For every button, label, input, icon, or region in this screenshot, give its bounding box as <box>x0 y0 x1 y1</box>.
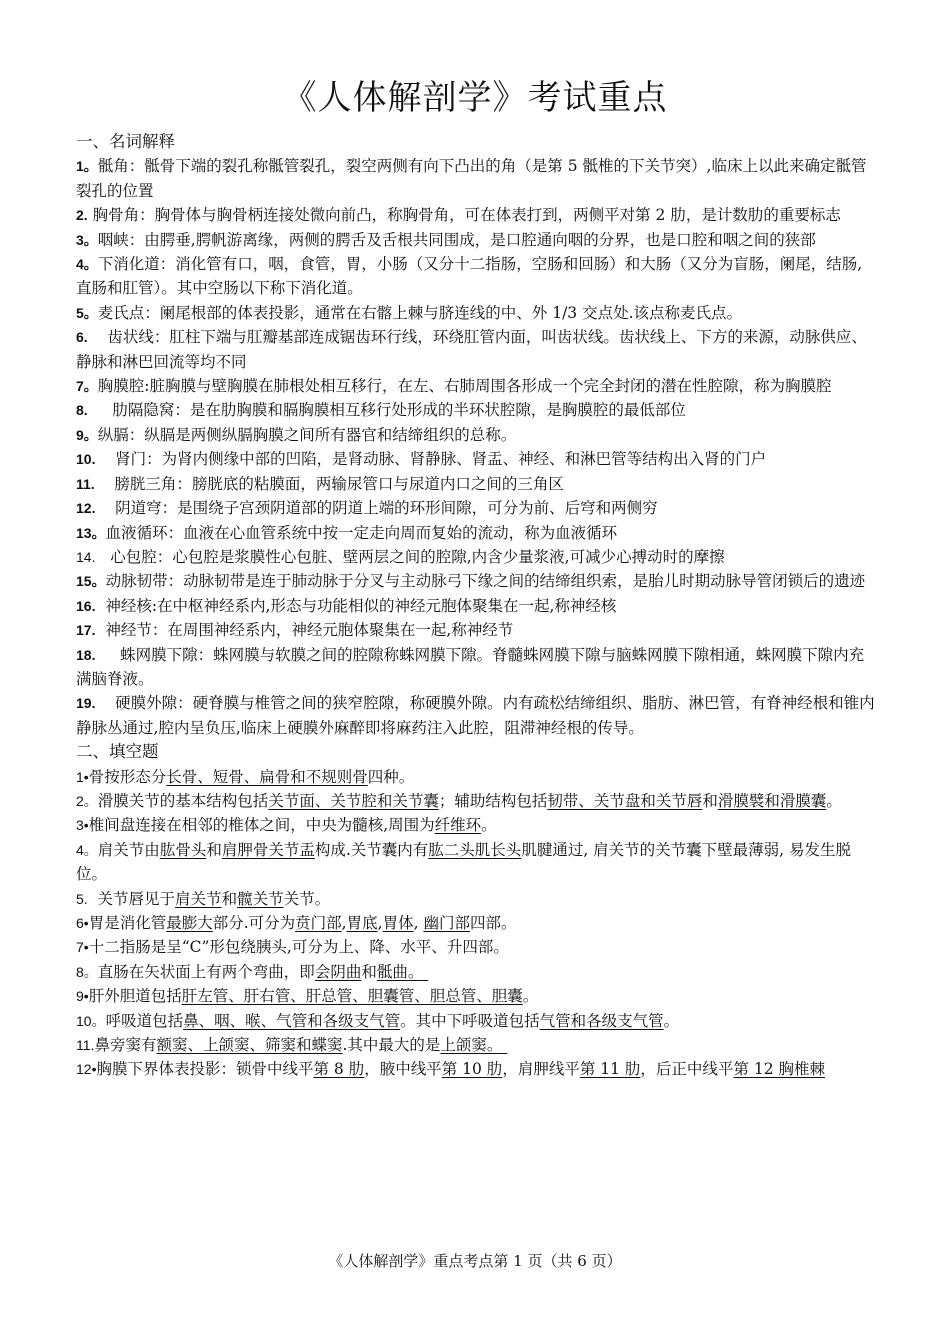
item-number: 10。 <box>76 1012 106 1029</box>
item-number: 3• <box>76 817 89 834</box>
definition-text: 下消化道：消化管有口，咽，食管，胃，小肠（又分十二指肠，空肠和回肠）和大肠（又分为盲肠，阑尾，结肠,直肠和肛管）。其中空肠以下称下消化道。 <box>76 255 863 298</box>
answer-blank: 髋关节 <box>237 889 284 908</box>
definitions-list <box>76 154 876 740</box>
item-number: 18. <box>76 646 96 663</box>
definition-text: 麦氏点：阑尾根部的体表投影，通常在右髂上棘与脐连线的中、外 1/3 交点处.该点称麦氏点。 <box>97 303 743 322</box>
answer-blank: 额窦、上颌窦、筛窦和蝶窦 <box>156 1036 343 1055</box>
item-number: 4。 <box>76 256 98 273</box>
item-number: 1。 <box>76 158 98 175</box>
question-text: 。 <box>663 1011 680 1030</box>
definition-item <box>76 301 876 325</box>
fill-in-item <box>76 911 876 935</box>
definition-text: 心包腔：心包腔是浆膜性心包脏、壁两层之间的腔隙,内含少量浆液,可减少心搏动时的摩擦 <box>95 547 725 566</box>
definition-text: 血液循环：血液在心血管系统中按一定走向周而复始的流动，称为血液循环 <box>105 523 618 542</box>
question-text: 胃是消化管 <box>88 914 167 932</box>
answer-blank: 最膨大 <box>166 914 213 932</box>
question-text: 呼吸道包括 <box>105 1011 184 1030</box>
definition-text: 胸骨角：胸骨体与胸骨柄连接处微向前凸，称胸骨角，可在体表打到，两侧平对第 2 肋，是计数肋的重要标志 <box>87 206 841 225</box>
item-number: 5. <box>76 890 88 907</box>
question-text: , <box>413 914 424 932</box>
item-number: 6• <box>76 915 89 931</box>
question-text: 肌腱通过, 肩关节的关节囊下壁最薄弱, 易发生脱位。 <box>76 840 852 884</box>
question-text: 十二指肠是呈“C”形包绕胰头,可分为上、降、水平、升四部。 <box>88 938 509 957</box>
definition-item <box>76 325 876 374</box>
answer-blank: 长骨、短骨、扁骨和不规则骨 <box>166 767 368 786</box>
fill-in-item <box>76 1057 876 1081</box>
answer-blank: 第 10 肋 <box>441 1060 503 1079</box>
fill-in-item <box>76 813 876 837</box>
document-title: 《人体解剖学》考试重点 <box>282 78 668 118</box>
section-heading-definitions: 一、名词解释 <box>76 132 175 151</box>
question-text: ；辅助结构包括 <box>438 791 548 810</box>
definition-item <box>76 569 876 593</box>
fill-in-item <box>76 1033 876 1057</box>
answer-blank: 第 8 肋 <box>313 1060 365 1079</box>
item-number: 9。 <box>76 426 98 443</box>
definition-text: 蛛网膜下隙：蛛网膜与软膜之间的腔隙称蛛网膜下隙。脊髓蛛网膜下隙与脑蛛网膜下隙相通，蛛网膜下隙内充满脑脊液。 <box>76 645 865 688</box>
question-text: 肩关节由 <box>97 840 160 859</box>
answer-blank: 骶曲。 <box>376 962 429 981</box>
definition-item <box>76 374 876 398</box>
definition-item <box>76 203 876 227</box>
question-text: 和 <box>221 889 238 908</box>
answer-blank: 会阴曲 <box>314 962 362 981</box>
question-text: .其中最大的是 <box>342 1036 441 1055</box>
answer-blank: 气管和各级支气管 <box>539 1011 664 1030</box>
question-text: 肝外胆道包括 <box>88 987 182 1006</box>
definition-text: 阴道穹：是围绕子宫颈阴道部的阴道上端的环形间隙，可分为前、后穹和两侧穷 <box>95 499 658 518</box>
item-number: 12• <box>76 1061 97 1078</box>
question-text: 胸膜下界体表投影：锁骨中线平 <box>96 1060 314 1079</box>
answer-blank: 胃底 <box>346 914 378 932</box>
definition-text: 肋隔隐窝：是在肋胸膜和膈胸膜相互移行处形成的半环状腔隙，是胸膜腔的最低部位 <box>87 401 686 420</box>
definition-text: 胸膜腔:脏胸膜与壁胸膜在肺根处相互移行，在左、右肺周围各形成一个完全封闭的潜在性腔隙，称为胸膜腔 <box>97 377 832 396</box>
definition-text: 膀胱三角：膀胱底的粘膜面，两输尿管口与尿道内口之间的三角区 <box>94 474 564 493</box>
answer-blank: 肝左管、肝右管、肝总管、胆囊管、胆总管、胆囊 <box>181 987 523 1006</box>
document-body <box>76 130 876 1082</box>
fill-in-item <box>76 838 876 887</box>
item-number: 8。 <box>76 963 98 980</box>
definition-text: 神经核:在中枢神经系内,形态与功能相似的神经元胞体聚集在一起,称神经核 <box>95 596 617 615</box>
definition-text: 咽峡：由腭垂,腭帆游离缘，两侧的腭舌及舌根共同围成，是口腔通向咽的分界，也是口腔和咽之间的狭部 <box>97 230 816 249</box>
answer-blank: 滑膜襞和滑膜囊 <box>717 791 827 810</box>
question-text: , <box>341 914 347 932</box>
item-number: 5。 <box>76 304 98 321</box>
definition-item <box>76 252 876 301</box>
definition-text: 纵膈：纵膈是两侧纵膈胸膜之间所有器官和结缔组织的总称。 <box>97 425 517 444</box>
item-number: 11. <box>76 475 95 492</box>
question-text: 。其中下呼吸道包括 <box>400 1011 540 1030</box>
question-text: 部分.可分为 <box>212 914 296 932</box>
question-text: 四部。 <box>469 914 517 932</box>
item-number: 3。 <box>76 231 98 248</box>
fill-in-item <box>76 789 876 813</box>
answer-blank: 幽门部 <box>423 914 470 932</box>
question-text: 。 <box>481 816 497 835</box>
answer-blank: 第 11 肋 <box>579 1060 641 1079</box>
answer-blank: 鼻、咽、喉、气管和各级支气管 <box>183 1011 401 1030</box>
answer-blank: 纤维环 <box>434 816 482 835</box>
question-text: , <box>377 914 383 932</box>
answer-blank: 肩关节 <box>175 889 222 908</box>
item-number: 2。 <box>76 792 98 809</box>
answer-blank: 胃体 <box>382 914 414 932</box>
answer-blank: 肱二头肌长头 <box>428 840 522 859</box>
item-number: 12. <box>76 500 96 517</box>
definition-item <box>76 618 876 642</box>
question-text: 。 <box>826 791 842 810</box>
item-number: 14. <box>76 548 96 565</box>
item-number: 1• <box>76 768 89 785</box>
item-number: 10. <box>76 451 96 468</box>
question-text: ，腋中线平 <box>364 1060 442 1079</box>
item-number: 7。 <box>76 378 98 395</box>
question-text: 鼻旁窦有 <box>94 1036 157 1055</box>
definition-text: 硬膜外隙：硬脊膜与椎管之间的狭窄腔隙，称硬膜外隙。内有疏松结缔组织、脂肪、淋巴管，有脊神经根和锥内静脉丛通过,腔内呈负压,临床上硬膜外麻醉即将麻药注入此腔，阻滞神经根的传导。 <box>76 694 875 737</box>
fill-in-item <box>76 1009 876 1033</box>
definition-item <box>76 398 876 422</box>
definition-item <box>76 472 876 496</box>
definition-item <box>76 154 876 203</box>
definition-item <box>76 228 876 252</box>
item-number: 8. <box>76 402 88 419</box>
definition-item <box>76 496 876 520</box>
question-text: 四种。 <box>367 767 415 786</box>
item-number: 19. <box>76 695 96 712</box>
fill-in-item <box>76 935 876 959</box>
definition-text: 神经节：在周围神经系内，神经元胞体聚集在一起,称神经节 <box>95 621 514 640</box>
question-text: ，肩胛线平 <box>502 1060 580 1079</box>
question-text: 关节唇见于 <box>87 889 176 908</box>
definition-text: 齿状线：肛柱下端与肛瓣基部连成锯齿环行线，环绕肛管内面，叫齿状线。齿状线上、下方的来源，动脉供应、静脉和淋巴回流等均不同 <box>76 328 867 371</box>
fill-in-item <box>76 960 876 984</box>
item-number: 17. <box>76 622 96 639</box>
definition-text: 肾门：为肾内侧缘中部的凹陷，是肾动脉、肾静脉、肾盂、神经、和淋巴管等结构出入肾的门户 <box>95 450 767 469</box>
answer-blank: 肱骨头 <box>159 840 207 859</box>
page-footer: 《人体解剖学》重点考点第 1 页（共 6 页） <box>328 1252 622 1270</box>
definition-text: 骶角：骶骨下端的裂孔称骶管裂孔，裂空两侧有向下凸出的角（是第 5 骶椎的下关节突）,临床上以此来确定骶管裂孔的位置 <box>76 157 867 200</box>
fill-in-list <box>76 765 876 1082</box>
fill-in-item <box>76 765 876 789</box>
section-heading-fill-in: 二、填空题 <box>76 742 159 762</box>
question-text: 关节。 <box>283 889 331 908</box>
answer-blank: 关节面、关节腔和关节囊 <box>268 791 439 810</box>
question-text: ，后正中线平 <box>640 1060 734 1079</box>
definition-item <box>76 643 876 692</box>
item-number: 13。 <box>76 524 106 541</box>
answer-blank: 韧带、关节盘和关节唇 <box>547 791 703 810</box>
question-text: 。 <box>522 987 539 1006</box>
answer-blank: 肩胛骨关节盂 <box>221 840 315 859</box>
fill-in-item <box>76 887 876 911</box>
question-text: 构成.关节囊内有 <box>314 840 429 859</box>
question-text: 和 <box>206 840 222 859</box>
item-number: 2. <box>76 207 88 224</box>
definition-item <box>76 447 876 471</box>
question-text: 直肠在矢状面上有两个弯曲，即 <box>97 962 315 981</box>
item-number: 6. <box>76 329 88 346</box>
answer-blank: 第 12 胸椎棘 <box>733 1060 825 1079</box>
item-number: 9• <box>76 988 89 1005</box>
item-number: 11. <box>76 1037 95 1054</box>
answer-blank: 贲门部 <box>295 914 342 932</box>
question-text: 骨按形态分 <box>88 767 167 786</box>
definition-item <box>76 594 876 618</box>
definition-item <box>76 545 876 569</box>
item-number: 7• <box>76 939 89 956</box>
item-number: 4。 <box>76 841 98 858</box>
question-text: 和 <box>702 791 718 810</box>
question-text: 和 <box>361 962 377 981</box>
item-number: 16. <box>76 597 96 614</box>
definition-item <box>76 691 876 740</box>
question-text: 椎间盘连接在相邻的椎体之间，中央为髓核,周围为 <box>88 816 435 835</box>
fill-in-item <box>76 984 876 1008</box>
item-number: 15。 <box>76 573 106 590</box>
question-text: 滑膜关节的基本结构包括 <box>97 791 269 810</box>
definition-text: 动脉韧带：动脉韧带是连于肺动脉于分叉与主动脉弓下缘之间的结缔组织索，是胎儿时期动脉导管闭锁后的遗迹 <box>105 572 866 591</box>
definition-item <box>76 423 876 447</box>
answer-blank: 上颌窦。 <box>440 1036 508 1055</box>
definition-item <box>76 521 876 545</box>
